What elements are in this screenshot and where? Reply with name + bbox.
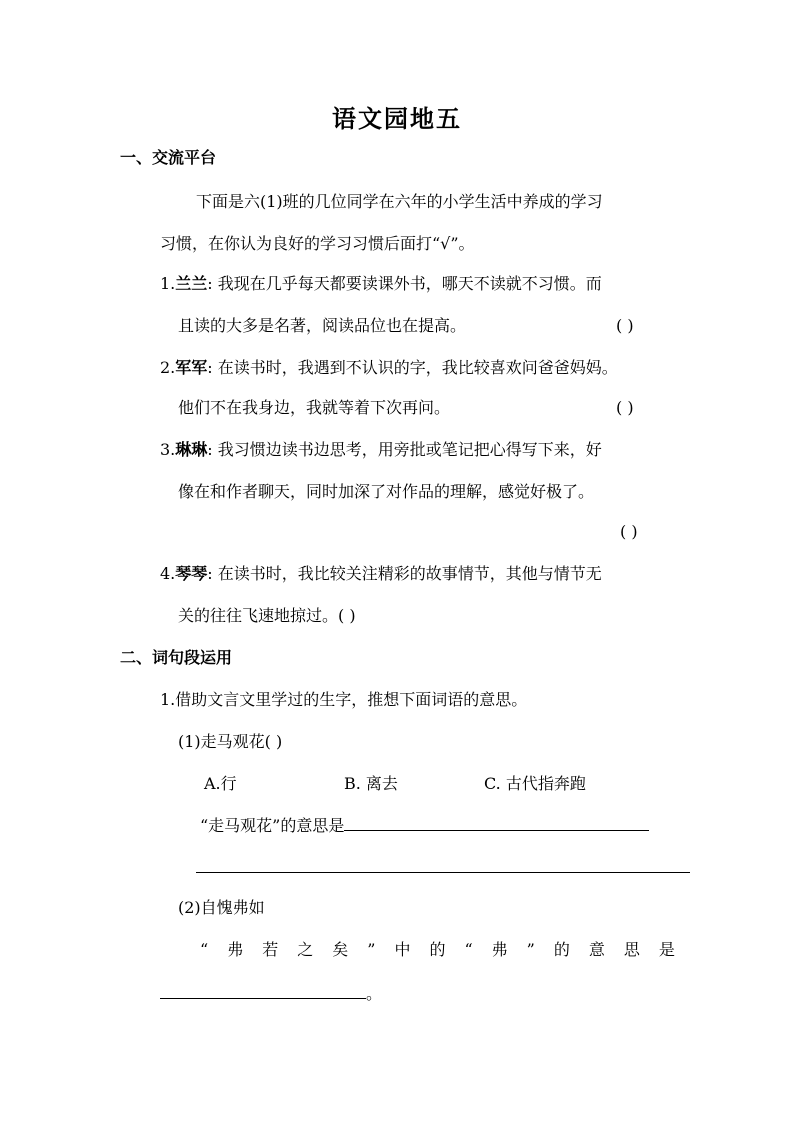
answer-blank[interactable] <box>196 858 690 873</box>
meaning-prompt-text: “走马观花”的意思是 <box>200 816 345 835</box>
page-title: 语文园地五 <box>332 104 462 133</box>
fu-answer-line <box>160 984 382 1004</box>
prompt-char: 矣 <box>332 940 349 959</box>
end-mark: 。 <box>366 984 383 1003</box>
prompt-char: 中 <box>394 940 411 959</box>
answer-parentheses[interactable]: ( ) <box>616 398 634 417</box>
prompt-char: 是 <box>658 940 675 959</box>
prompt-char: 的 <box>429 940 446 959</box>
option-b[interactable]: B. 离去 <box>344 774 398 793</box>
student-name: 琳琳 <box>175 440 208 459</box>
intro-text-line1: 下面是六(1)班的几位同学在六年的小学生活中养成的学习 <box>196 192 603 211</box>
item-number: 2. <box>160 358 176 377</box>
student-name: 军军 <box>175 358 208 377</box>
prompt-char: 之 <box>297 940 314 959</box>
student-name: 兰兰 <box>175 274 208 293</box>
item-text: : 在读书时，我遇到不认识的字，我比较喜欢问爸爸妈妈。 <box>207 358 618 377</box>
item-2-line2: 他们不在我身边，我就等着下次再问。 <box>178 398 451 417</box>
fu-meaning-prompt <box>200 940 675 960</box>
option-c[interactable]: C. 古代指奔跑 <box>484 774 586 793</box>
item-number: 3. <box>160 440 176 459</box>
prompt-char: “ <box>464 940 473 959</box>
prompt-char: 的 <box>553 940 570 959</box>
question-1: 1.借助文言文里学过的生字，推想下面词语的意思。 <box>160 690 528 709</box>
prompt-char: 弗 <box>227 940 244 959</box>
option-a[interactable]: A.行 <box>204 774 237 793</box>
prompt-char: 意 <box>588 940 605 959</box>
prompt-char: 思 <box>623 940 640 959</box>
item-3-line1 <box>160 440 602 460</box>
item-1-line1 <box>160 274 602 294</box>
sub-question-1-label: (1)走马观花( ) <box>178 732 283 751</box>
item-2-line1 <box>160 358 618 378</box>
student-name: 琴琴 <box>175 564 208 583</box>
meaning-prompt-1 <box>200 816 649 836</box>
answer-blank-line-2[interactable] <box>196 858 690 878</box>
item-3-line2: 像在和作者聊天，同时加深了对作品的理解，感觉好极了。 <box>178 482 595 501</box>
prompt-char: 若 <box>262 940 279 959</box>
prompt-char: ” <box>526 940 535 959</box>
answer-parentheses[interactable]: ( ) <box>616 316 634 335</box>
prompt-char: “ <box>200 940 209 959</box>
item-1-line2: 且读的大多是名著，阅读品位也在提高。 <box>178 316 467 335</box>
sub-question-2-label: (2)自愧弗如 <box>178 898 265 917</box>
item-text: : 我现在几乎每天都要读课外书，哪天不读就不习惯。而 <box>207 274 602 293</box>
answer-blank[interactable] <box>344 816 649 831</box>
item-4-line2: 关的往往飞速地掠过。( ) <box>178 606 356 625</box>
item-number: 4. <box>160 564 176 583</box>
item-text: : 在读书时，我比较关注精彩的故事情节，其他与情节无 <box>207 564 602 583</box>
answer-parentheses[interactable]: ( ) <box>620 522 638 541</box>
section-heading-word-usage: 二、词句段运用 <box>120 648 233 667</box>
prompt-char: 弗 <box>491 940 508 959</box>
section-heading-exchange: 一、交流平台 <box>120 148 217 167</box>
answer-blank[interactable] <box>160 984 366 999</box>
item-number: 1. <box>160 274 176 293</box>
intro-text-line2: 习惯，在你认为良好的学习习惯后面打“√”。 <box>160 234 475 253</box>
prompt-char: ” <box>367 940 376 959</box>
item-text: : 我习惯边读书边思考，用旁批或笔记把心得写下来，好 <box>207 440 602 459</box>
item-4-line1 <box>160 564 602 584</box>
